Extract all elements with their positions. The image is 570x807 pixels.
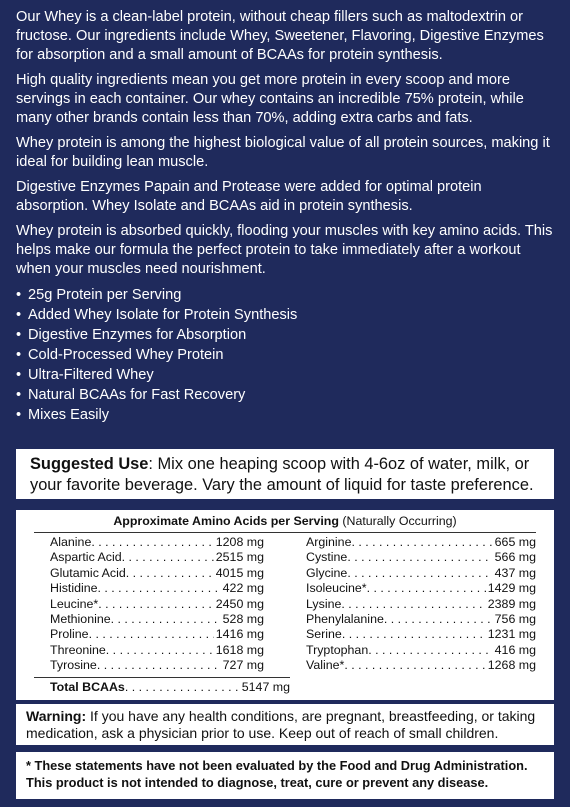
feature-item: • Ultra-Filtered Whey: [16, 365, 554, 385]
total-bcaas-value: 5147 mg: [241, 679, 290, 694]
amino-name: Phenylalanine: [306, 612, 384, 627]
amino-value: 4015 mg: [215, 565, 264, 580]
amino-name: Proline: [50, 627, 89, 642]
amino-value: 2515 mg: [215, 550, 264, 565]
amino-name: Arginine: [306, 535, 352, 549]
amino-value: 1231 mg: [487, 627, 536, 642]
description-paragraph-4: Digestive Enzymes Papain and Protease were added for optimal protein absorption. Whey Isolate and BCAAs aid in protein synthesis.: [16, 179, 482, 214]
amino-row: [306, 658, 536, 673]
amino-value: 665 mg: [494, 535, 536, 549]
suggested-use-box: [16, 449, 554, 499]
amino-row: [34, 581, 264, 596]
amino-value: 1618 mg: [215, 642, 264, 657]
amino-name: Cystine: [306, 550, 348, 565]
amino-value: 422 mg: [222, 581, 264, 596]
amino-table-subtitle: (Naturally Occurring): [338, 514, 457, 528]
amino-row: [34, 612, 264, 627]
amino-value: 437 mg: [494, 565, 536, 580]
description-paragraph-1: Our Whey is a clean-label protein, without cheap fillers such as maltodextrin or fructose. Our ingredients include Whey, Sweetener, Flavoring, Digestive Enzymes for absorption and a small amount of BCAAs for protein synthesis.: [16, 9, 544, 63]
amino-name: Tyrosine: [50, 658, 97, 673]
amino-name: Threonine: [50, 642, 106, 657]
amino-value: 727 mg: [222, 658, 264, 673]
amino-row: [34, 597, 264, 612]
amino-columns: [34, 532, 536, 695]
amino-name: Glutamic Acid: [50, 565, 126, 580]
total-bcaas-row: [34, 677, 290, 695]
amino-row: [34, 535, 264, 550]
amino-row: [306, 612, 536, 627]
amino-name: Leucine*: [50, 596, 99, 611]
amino-row: [306, 535, 536, 550]
amino-name: Valine*: [306, 658, 345, 673]
warning-box: [16, 704, 554, 745]
feature-list: [16, 285, 554, 425]
amino-name: Glycine: [306, 565, 348, 580]
amino-row: [34, 658, 264, 673]
amino-row: [34, 643, 264, 658]
feature-item: • 25g Protein per Serving: [16, 285, 554, 305]
amino-row: [306, 627, 536, 642]
amino-value: 2389 mg: [487, 596, 536, 611]
feature-item: • Cold-Processed Whey Protein: [16, 345, 554, 365]
warning-text: If you have any health conditions, are pregnant, breastfeeding, or taking medication, ask a physician prior to use. Keep out of reach of small children.: [26, 708, 536, 741]
description-paragraph-5: Whey protein is absorbed quickly, flooding your muscles with key amino acids. This helps make our formula the perfect protein to take immediately after a workout when your muscles need nourishment.: [16, 223, 553, 277]
amino-row: [34, 566, 264, 581]
amino-row: [306, 581, 536, 596]
suggested-use-text: : Mix one heaping scoop with 4-6oz of water, milk, or your favorite beverage. Vary the amount of liquid for taste preference.: [30, 455, 534, 494]
amino-name: Isoleucine*: [306, 581, 367, 596]
suggested-use-label: Suggested Use: [30, 455, 149, 473]
amino-table-title: [34, 514, 536, 528]
amino-column-left: [34, 535, 290, 695]
amino-column-right: [306, 535, 536, 695]
amino-value: 756 mg: [494, 612, 536, 627]
amino-name: Aspartic Acid: [50, 550, 122, 565]
amino-value: 1208 mg: [215, 535, 264, 549]
feature-item: • Digestive Enzymes for Absorption: [16, 325, 554, 345]
amino-value: 566 mg: [494, 550, 536, 565]
amino-name: Tryptophan: [306, 642, 369, 657]
amino-row: [306, 643, 536, 658]
description-paragraph-3: Whey protein is among the highest biological value of all protein sources, making it ideal for building lean muscle.: [16, 135, 550, 170]
amino-row: [34, 627, 264, 642]
amino-table-heading: Approximate Amino Acids per Serving: [113, 514, 339, 528]
fda-disclaimer: * These statements have not been evaluated by the Food and Drug Administration. This product is not intended to diagnose, treat, cure or prevent any disease.: [16, 752, 554, 799]
description-paragraph-2: High quality ingredients mean you get more protein in every scoop and more servings in each container. Our whey contains an incredible 75% protein, while many other brands contain less than 70%, adding extra carbs and fats.: [16, 72, 524, 126]
warning-label: Warning:: [26, 708, 87, 724]
feature-item: • Natural BCAAs for Fast Recovery: [16, 385, 554, 405]
amino-name: Lysine: [306, 596, 342, 611]
amino-row: [306, 597, 536, 612]
amino-value: 1416 mg: [215, 627, 264, 642]
amino-acid-table: [16, 510, 554, 700]
amino-row: [306, 566, 536, 581]
amino-row: [34, 550, 264, 565]
total-bcaas-label: Total BCAAs: [50, 679, 125, 694]
amino-value: 528 mg: [222, 612, 264, 627]
amino-row: [306, 550, 536, 565]
feature-item: • Mixes Easily: [16, 405, 554, 425]
amino-value: 1429 mg: [487, 581, 536, 596]
amino-value: 416 mg: [494, 642, 536, 657]
amino-name: Histidine: [50, 581, 98, 596]
amino-value: 2450 mg: [215, 596, 264, 611]
amino-value: 1268 mg: [487, 658, 536, 673]
amino-name: Methionine: [50, 612, 111, 627]
feature-item: • Added Whey Isolate for Protein Synthesis: [16, 305, 554, 325]
amino-name: Serine: [306, 627, 342, 642]
amino-name: Alanine: [50, 535, 92, 549]
